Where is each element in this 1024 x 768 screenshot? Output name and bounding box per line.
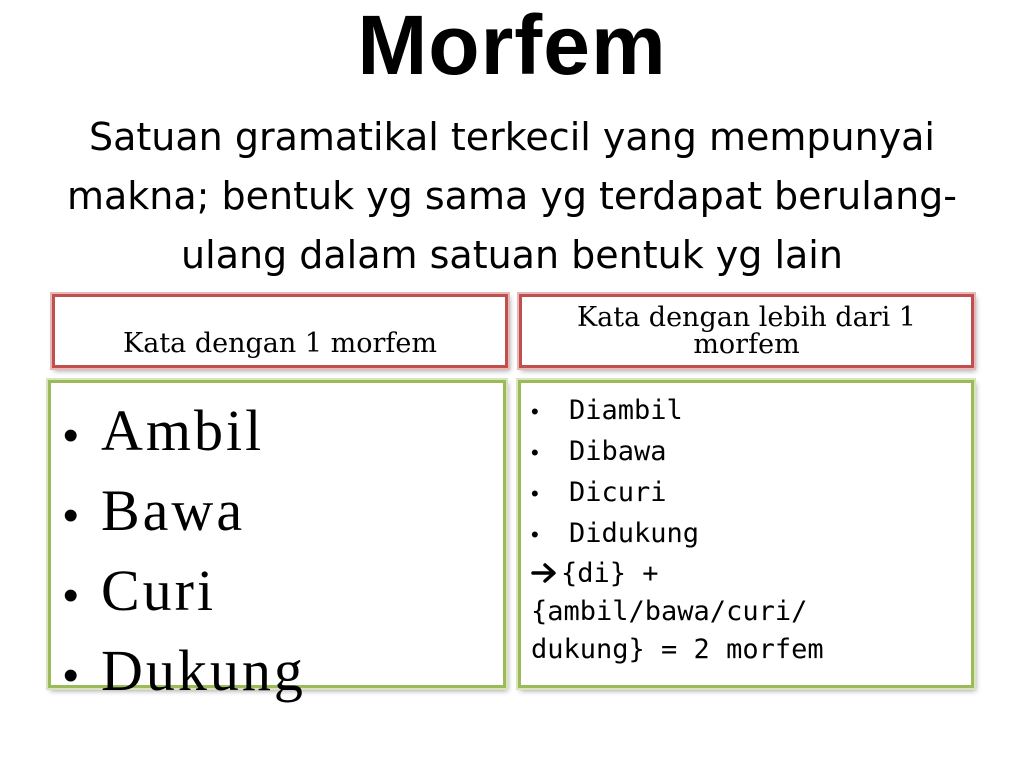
list-item-text: Ambil [101,398,265,463]
list-item [531,391,971,432]
list-item [531,432,971,473]
bullet-icon: • [63,571,79,620]
list-item [63,473,503,553]
note-line-3: dukung} = 2 morfem [531,634,824,665]
bullet-icon: • [63,491,79,540]
list-item [63,393,503,473]
bullet-icon: • [63,651,79,700]
list-item-text: Dicuri [569,477,667,508]
list-item [531,514,971,555]
slide-title: Morfem [357,0,667,92]
list-item-text: Curi [101,558,217,623]
bullet-icon: • [531,399,539,424]
list-item-text: Bawa [101,478,246,543]
right-column-header: Kata dengan lebih dari 1 morfem [577,302,916,360]
left-column-header-box [52,294,508,368]
list-item-text: Dibawa [569,436,667,467]
left-column-content-box [48,380,506,703]
bullet-icon: • [531,481,539,506]
list-item [63,633,503,713]
note-line-1 [531,555,963,593]
slide-subtitle: Satuan gramatikal terkecil yang mempunyai makna; bentuk yg sama yg terdapat berulang-ulang dalam satuan bentuk yg lain [66,115,958,277]
list-item-text: Didukung [569,518,700,549]
left-column-header: Kata dengan 1 morfem [123,328,437,359]
list-item [531,473,971,514]
bullet-icon: • [63,411,79,460]
note-line-1-text: {di} + [561,558,659,589]
bullet-icon: • [531,440,539,465]
list-item-text: Diambil [569,395,683,426]
single-morpheme-list [51,383,503,713]
list-item-text: Dukung [101,638,306,703]
note-line-2: {ambil/bawa/curi/ [531,596,808,627]
morpheme-formula-note [521,555,971,669]
multi-morpheme-list [521,383,971,555]
right-column-content-box [518,380,974,688]
right-arrow-icon [531,555,561,593]
right-column-header-box [519,294,974,368]
bullet-icon: • [531,522,539,547]
list-item [63,553,503,633]
